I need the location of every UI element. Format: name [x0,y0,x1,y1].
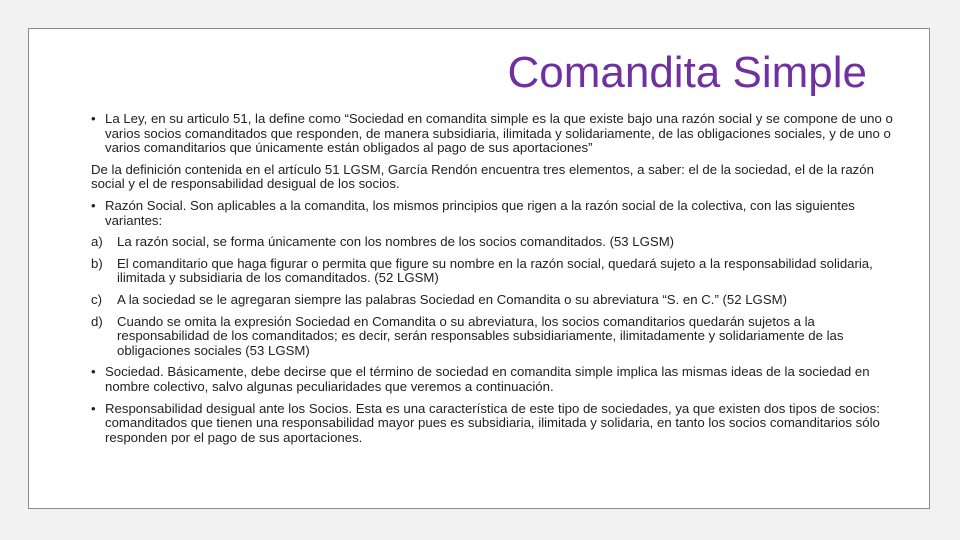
letter-marker: c) [91,291,102,307]
slide-title: Comandita Simple [507,48,867,97]
paragraph: De la definición contenida en el artículo 51 LGSM, García Rendón encuentra tres elementos, a saber: el de la sociedad, el de la razón social y el de responsabilidad desigual de los socios. [91,161,874,192]
lettered-text: A la sociedad se le agregaran siempre las palabras Sociedad en Comandita o su abreviatura “S. en C.” (52 LGSM) [117,291,787,307]
bullet-item [91,199,903,228]
bullet-text: La Ley, en su articulo 51, la define como “Sociedad en comandita simple es la que existe bajo una razón social y se compone de uno o varios socios comanditados que responden, de manera subsidiaria, ilimitada y solidariamente, de las obligaciones sociales, y de uno o varios comanditarios que únicamente están obligados al pago de sus aportaciones” [105,111,893,156]
bullet-item [91,112,903,156]
bullet-text: Sociedad. Básicamente, debe decirse que el término de sociedad en comandita simple implica las mismas ideas de la sociedad en nombre colectivo, salvo algunas peculiaridades que veremos a continuación. [105,364,870,394]
lettered-item [91,235,903,250]
lettered-item [91,293,903,308]
bullet-marker: • [91,111,96,126]
bullet-item [91,402,903,446]
letter-marker: a) [91,234,103,250]
lettered-text: La razón social, se forma únicamente con los nombres de los socios comanditados. (53 LGSM) [117,234,675,250]
slide [28,28,930,509]
bullet-marker: • [91,364,96,380]
letter-marker: b) [91,255,103,271]
bullet-marker: • [91,400,96,416]
lettered-text: El comanditario que haga figurar o permita que figure su nombre en la razón social, quedará sujeto a la responsabilidad solidaria, ilimitada y subsidiaria de los comanditados. (52 LGSM) [117,255,873,286]
lettered-text: Cuando se omita la expresión Sociedad en Comandita o su abreviatura, los socios comanditarios quedarán sujetos a la responsabilidad de los comanditados; es decir, serán responsables subsidiariamente, ilimitadamente y solidariamente de las obligaciones sociales (53 LGSM) [117,313,844,358]
bullet-item [91,365,903,394]
lettered-item [91,257,903,286]
letter-marker: d) [91,313,103,329]
lettered-item [91,315,903,359]
bullet-text: Razón Social. Son aplicables a la comandita, los mismos principios que rigen a la razón social de la colectiva, con las siguientes variantes: [105,197,855,228]
bullet-marker: • [91,197,96,213]
slide-body [91,112,903,452]
bullet-text: Responsabilidad desigual ante los Socios. Esta es una característica de este tipo de sociedades, ya que existen dos tipos de socios: comanditados que tienen una responsabilidad mayor pues es subsidiaria, ilimitada y solidaria, en tanto los socios comanditarios sólo responden por el pago de sus aportaciones. [105,400,880,445]
